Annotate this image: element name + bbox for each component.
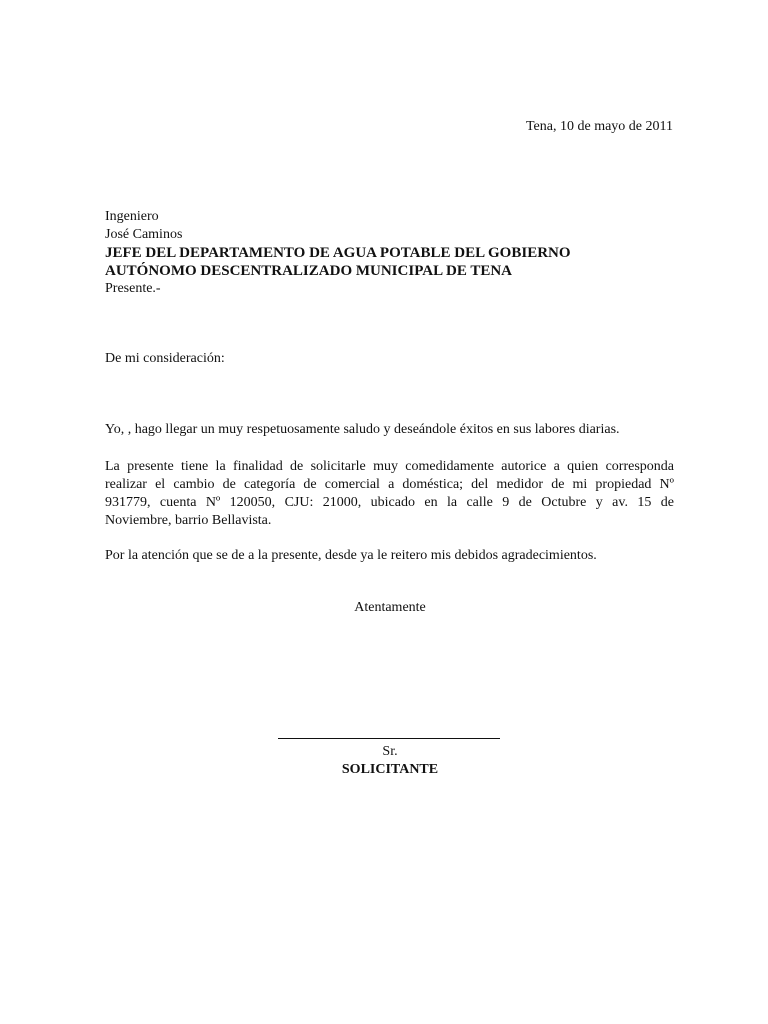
paragraph-request-line: Noviembre, barrio Bellavista. bbox=[105, 513, 272, 528]
signature-line bbox=[278, 738, 500, 739]
paragraph-greeting: Yo, , hago llegar un muy respetuosamente saludo y deseándole éxitos en sus labores diarias. bbox=[105, 422, 620, 437]
paragraph-request-line: 931779, cuenta Nº 120050, CJU: 21000, ubicado en la calle 9 de Octubre y av. 15 de bbox=[105, 495, 674, 510]
letter-date: Tena, 10 de mayo de 2011 bbox=[525, 119, 673, 134]
addressee-name: José Caminos bbox=[105, 227, 183, 242]
salutation: De mi consideración: bbox=[105, 351, 225, 366]
addressee-title: Ingeniero bbox=[105, 209, 159, 224]
signature-honorific: Sr. bbox=[382, 744, 398, 759]
closing: Atentamente bbox=[354, 600, 426, 615]
paragraph-request-line: La presente tiene la finalidad de solicitarle muy comedidamente autorice a quien corresponda bbox=[105, 459, 674, 474]
addressee-presente: Presente.- bbox=[105, 281, 161, 296]
paragraph-thanks: Por la atención que se de a la presente, desde ya le reitero mis debidos agradecimientos. bbox=[105, 548, 597, 563]
addressee-block bbox=[105, 208, 571, 298]
addressee-position-line-2: AUTÓNOMO DESCENTRALIZADO MUNICIPAL DE TENA bbox=[105, 263, 512, 279]
signature-role: SOLICITANTE bbox=[341, 762, 439, 777]
paragraph-request-line: realizar el cambio de categoría de comercial a doméstica; del medidor de mi propiedad Nº bbox=[105, 477, 674, 492]
paragraph-request bbox=[105, 458, 674, 530]
addressee-position-line-1: JEFE DEL DEPARTAMENTO DE AGUA POTABLE DEL GOBIERNO bbox=[105, 245, 571, 261]
